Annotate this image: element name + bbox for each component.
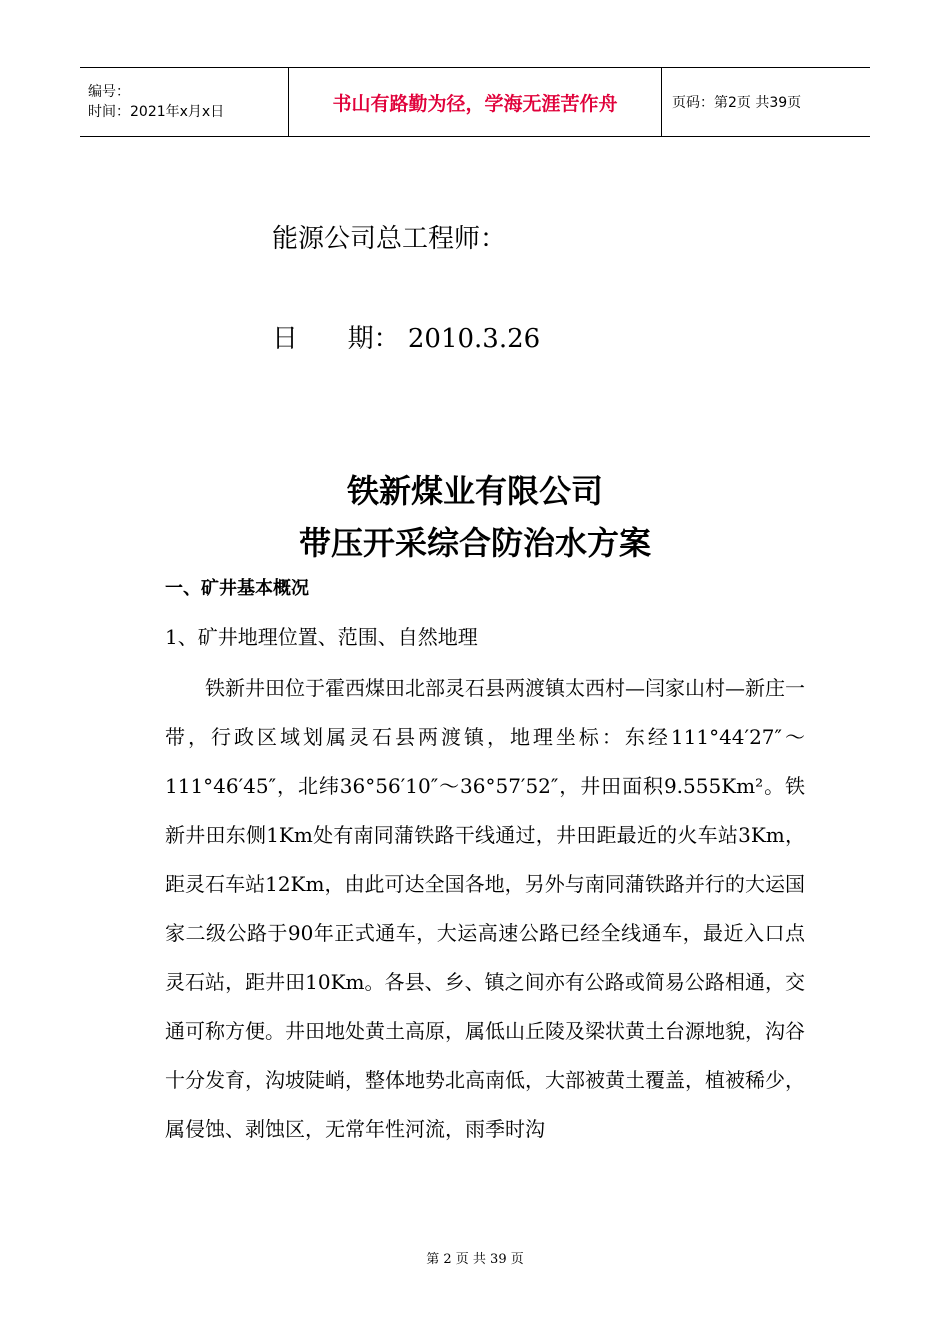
header-meta bbox=[80, 68, 288, 136]
section-heading: 一、矿井基本概况 bbox=[165, 578, 309, 599]
document-title-line1: 铁新煤业有限公司 bbox=[346, 472, 603, 510]
subsection-heading: 1、矿井地理位置、范围、自然地理 bbox=[165, 625, 478, 649]
time-label: 时间：2021年x月x日 bbox=[88, 104, 225, 120]
date-line bbox=[272, 318, 540, 355]
header-page-cell bbox=[662, 68, 801, 136]
date-value: 2010.3.26 bbox=[407, 324, 541, 354]
engineer-label: 能源公司总工程师： bbox=[272, 224, 507, 254]
date-label: 日 期： bbox=[272, 324, 400, 354]
document-title-line2: 带压开采综合防治水方案 bbox=[298, 524, 651, 562]
page-footer: 第 2 页 共 39 页 bbox=[426, 1252, 524, 1267]
motto-text: 书山有路勤为径，学海无涯苦作舟 bbox=[332, 92, 618, 115]
body-paragraph: 铁新井田位于霍西煤田北部灵石县两渡镇太西村—闫家山村—新庄一带，行政区域划属灵石县两渡镇，地理坐标：东经111°44′27″～111°46′45″，北纬36°56′10″～36°57′52″，井田面积9.555Km²。铁新井田东侧1Km处有南同蒲铁路干线通过，井田距最近的火车站3Km，距灵石车站12Km，由此可达全国各地，另外与南同蒲铁路并行的大运国家二级公路于90年正式通车，大运高速公路已经全线通车，最近入口点灵石站，距井田10Km。各县、乡、镇之间亦有公路或简易公路相通，交通可称方便。井田地处黄土高原，属低山丘陵及梁状黄土台源地貌，沟谷十分发育，沟坡陡峭，整体地势北高南低，大部被黄土覆盖，植被稀少，属侵蚀、剥蚀区，无常年性河流，雨季时沟 bbox=[165, 676, 805, 1141]
number-label: 编号： bbox=[88, 84, 130, 100]
page-header bbox=[80, 67, 870, 137]
page-label: 页码：第2页 共39页 bbox=[672, 95, 802, 111]
header-motto-cell bbox=[288, 68, 662, 136]
